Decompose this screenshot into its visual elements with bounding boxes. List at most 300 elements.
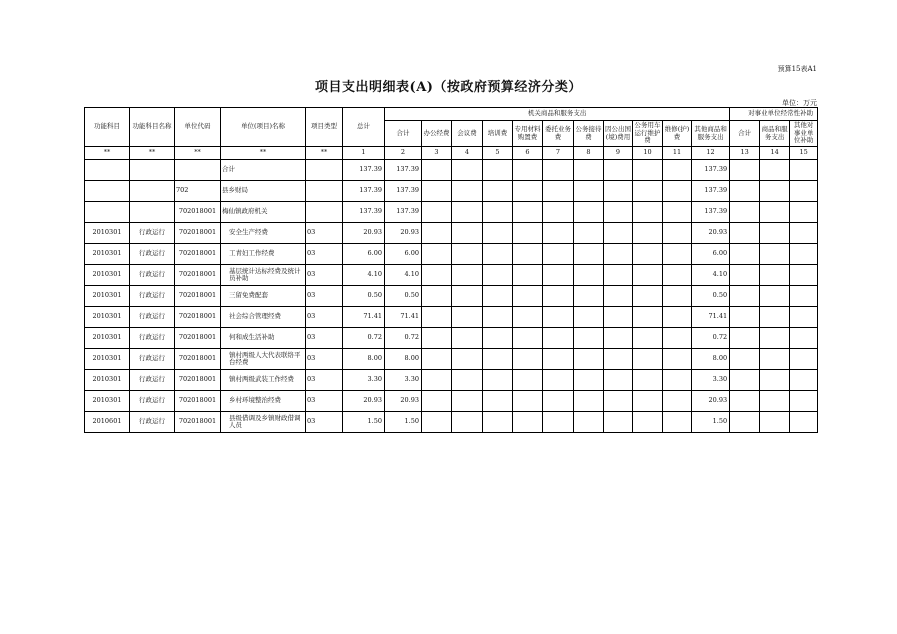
project-type-cell: 03 (306, 244, 343, 265)
unit-name-cell: 基层统计达标经费及统计员补助 (221, 265, 306, 286)
header-col: 委托业务费 (543, 121, 574, 147)
subsidy-cell (730, 328, 760, 349)
func-code-cell: 2010301 (85, 286, 130, 307)
project-type-cell: 03 (306, 391, 343, 412)
index-cell: 8 (574, 147, 604, 160)
project-type-cell: 03 (306, 349, 343, 370)
amount-cell (574, 265, 604, 286)
amount-cell (543, 160, 574, 181)
header-col: 会议费 (452, 121, 483, 147)
unit-code-cell: 702018001 (175, 412, 221, 433)
subsidy-cell (760, 391, 790, 412)
func-code-cell (85, 202, 130, 223)
unit-name-cell: 镇村两级武装工作经费 (221, 370, 306, 391)
index-cell: 4 (452, 147, 483, 160)
unit-name-cell: 合计 (221, 160, 306, 181)
goods-total-cell: 4.10 (385, 265, 422, 286)
goods-total-cell: 137.39 (385, 202, 422, 223)
header-col: 合计 (385, 121, 422, 147)
func-name-cell: 行政运行 (130, 286, 175, 307)
header-group-goods: 机关商品和服务支出 (385, 108, 730, 121)
amount-cell (574, 349, 604, 370)
goods-total-cell: 71.41 (385, 307, 422, 328)
total-cell: 0.72 (343, 328, 385, 349)
total-cell: 8.00 (343, 349, 385, 370)
total-cell: 71.41 (343, 307, 385, 328)
subsidy-cell (730, 244, 760, 265)
header-unit-name: 单位(项目)名称 (221, 108, 306, 147)
unit-code-cell: 702018001 (175, 265, 221, 286)
amount-cell (513, 370, 543, 391)
amount-cell (422, 244, 452, 265)
unit-name-cell: 三留免费配套 (221, 286, 306, 307)
amount-cell (574, 202, 604, 223)
project-type-cell: 03 (306, 223, 343, 244)
unit-name-cell: 县乡财局 (221, 181, 306, 202)
subsidy-cell (790, 307, 818, 328)
subsidy-cell (790, 391, 818, 412)
amount-cell (663, 244, 692, 265)
other-goods-cell: 8.00 (692, 349, 730, 370)
project-type-cell: 03 (306, 328, 343, 349)
other-goods-cell: 6.00 (692, 244, 730, 265)
amount-cell (483, 328, 513, 349)
unit-name-cell: 乡村环境整治经费 (221, 391, 306, 412)
amount-cell (422, 412, 452, 433)
func-name-cell (130, 181, 175, 202)
amount-cell (452, 286, 483, 307)
header-unit-code: 单位代码 (175, 108, 221, 147)
amount-cell (483, 412, 513, 433)
unit-name-cell: 县级借调及乡镇财政借调人员 (221, 412, 306, 433)
func-code-cell: 2010301 (85, 307, 130, 328)
amount-cell (452, 307, 483, 328)
goods-total-cell: 0.50 (385, 286, 422, 307)
subsidy-cell (730, 181, 760, 202)
amount-cell (422, 223, 452, 244)
table-row (85, 328, 818, 349)
amount-cell (513, 391, 543, 412)
amount-cell (422, 307, 452, 328)
table-row (85, 160, 818, 181)
amount-cell (543, 391, 574, 412)
header-total: 总计 (343, 108, 385, 147)
amount-cell (543, 244, 574, 265)
amount-cell (483, 265, 513, 286)
amount-cell (483, 391, 513, 412)
unit-code-cell: 702018001 (175, 286, 221, 307)
amount-cell (604, 349, 633, 370)
index-cell: 10 (633, 147, 663, 160)
amount-cell (574, 286, 604, 307)
amount-cell (483, 286, 513, 307)
index-cell: 15 (790, 147, 818, 160)
subsidy-cell (730, 391, 760, 412)
amount-cell (452, 223, 483, 244)
amount-cell (633, 223, 663, 244)
table-row (85, 202, 818, 223)
subsidy-cell (730, 160, 760, 181)
amount-cell (604, 160, 633, 181)
func-name-cell: 行政运行 (130, 328, 175, 349)
index-cell: ** (306, 147, 343, 160)
subsidy-cell (760, 181, 790, 202)
project-type-cell: 03 (306, 265, 343, 286)
subsidy-cell (790, 265, 818, 286)
subsidy-cell (730, 202, 760, 223)
amount-cell (543, 286, 574, 307)
other-goods-cell: 0.72 (692, 328, 730, 349)
subsidy-cell (760, 202, 790, 223)
project-type-cell: 03 (306, 307, 343, 328)
form-number: 预算15表A1 (777, 65, 817, 73)
goods-total-cell: 6.00 (385, 244, 422, 265)
subsidy-cell (730, 349, 760, 370)
amount-cell (543, 265, 574, 286)
goods-total-cell: 137.39 (385, 181, 422, 202)
func-name-cell: 行政运行 (130, 391, 175, 412)
amount-cell (574, 244, 604, 265)
header-col: 培训费 (483, 121, 513, 147)
amount-cell (483, 223, 513, 244)
amount-cell (604, 328, 633, 349)
subsidy-cell (730, 265, 760, 286)
unit-code-cell: 702018001 (175, 349, 221, 370)
other-goods-cell: 0.50 (692, 286, 730, 307)
amount-cell (543, 181, 574, 202)
total-cell: 0.50 (343, 286, 385, 307)
table-row (85, 349, 818, 370)
amount-cell (543, 223, 574, 244)
subsidy-cell (790, 349, 818, 370)
project-type-cell: 03 (306, 370, 343, 391)
project-type-cell: 03 (306, 286, 343, 307)
other-goods-cell: 1.50 (692, 412, 730, 433)
index-cell: 3 (422, 147, 452, 160)
other-goods-cell: 4.10 (692, 265, 730, 286)
amount-cell (543, 370, 574, 391)
amount-cell (633, 160, 663, 181)
amount-cell (513, 181, 543, 202)
subsidy-cell (790, 328, 818, 349)
amount-cell (422, 286, 452, 307)
total-cell: 137.39 (343, 181, 385, 202)
amount-cell (663, 265, 692, 286)
amount-cell (513, 265, 543, 286)
amount-cell (452, 160, 483, 181)
amount-cell (633, 328, 663, 349)
amount-cell (483, 181, 513, 202)
amount-cell (574, 412, 604, 433)
header-project-type: 项目类型 (306, 108, 343, 147)
index-cell: ** (175, 147, 221, 160)
table-row (85, 286, 818, 307)
amount-cell (574, 370, 604, 391)
amount-cell (452, 265, 483, 286)
func-name-cell (130, 202, 175, 223)
amount-cell (604, 391, 633, 412)
other-goods-cell: 137.39 (692, 160, 730, 181)
other-goods-cell: 71.41 (692, 307, 730, 328)
other-goods-cell: 137.39 (692, 202, 730, 223)
header-func-code: 功能科目 (85, 108, 130, 147)
amount-cell (513, 328, 543, 349)
amount-cell (422, 265, 452, 286)
goods-total-cell: 137.39 (385, 160, 422, 181)
unit-name-cell: 何和成生活补助 (221, 328, 306, 349)
amount-cell (422, 349, 452, 370)
func-code-cell: 2010301 (85, 370, 130, 391)
goods-total-cell: 3.30 (385, 370, 422, 391)
amount-cell (422, 328, 452, 349)
amount-cell (452, 349, 483, 370)
unit-name-cell: 安全生产经费 (221, 223, 306, 244)
header-group-subsidy: 对事业单位经常性补助 (730, 108, 818, 121)
func-name-cell: 行政运行 (130, 307, 175, 328)
func-code-cell: 2010301 (85, 223, 130, 244)
table-row (85, 223, 818, 244)
index-cell: 13 (730, 147, 760, 160)
subsidy-cell (760, 307, 790, 328)
total-cell: 6.00 (343, 244, 385, 265)
amount-cell (604, 286, 633, 307)
amount-cell (663, 412, 692, 433)
amount-cell (513, 307, 543, 328)
unit-code-cell: 702018001 (175, 244, 221, 265)
amount-cell (513, 223, 543, 244)
table-row (85, 244, 818, 265)
func-name-cell: 行政运行 (130, 265, 175, 286)
index-cell: ** (85, 147, 130, 160)
subsidy-cell (790, 202, 818, 223)
total-cell: 137.39 (343, 160, 385, 181)
index-cell: 9 (604, 147, 633, 160)
amount-cell (604, 412, 633, 433)
func-name-cell: 行政运行 (130, 349, 175, 370)
amount-cell (633, 244, 663, 265)
unit-code-cell: 702018001 (175, 370, 221, 391)
amount-cell (543, 328, 574, 349)
amount-cell (513, 286, 543, 307)
func-name-cell (130, 160, 175, 181)
subsidy-cell (760, 223, 790, 244)
table-row (85, 307, 818, 328)
amount-cell (483, 244, 513, 265)
goods-total-cell: 20.93 (385, 391, 422, 412)
amount-cell (663, 307, 692, 328)
amount-cell (574, 160, 604, 181)
amount-cell (633, 286, 663, 307)
amount-cell (574, 307, 604, 328)
func-code-cell: 2010601 (85, 412, 130, 433)
header-col: 办公经费 (422, 121, 452, 147)
header-col: 公务接待费 (574, 121, 604, 147)
amount-cell (513, 349, 543, 370)
unit-code-cell: 702018001 (175, 328, 221, 349)
func-name-cell: 行政运行 (130, 244, 175, 265)
table-row (85, 412, 818, 433)
header-col: 商品和服务支出 (760, 121, 790, 147)
table-row (85, 370, 818, 391)
unit-label: 单位：万元 (782, 99, 817, 107)
amount-cell (633, 349, 663, 370)
amount-cell (633, 307, 663, 328)
amount-cell (604, 370, 633, 391)
header-col: 因公出国(境)费用 (604, 121, 633, 147)
unit-code-cell: 702018001 (175, 391, 221, 412)
subsidy-cell (730, 286, 760, 307)
func-name-cell: 行政运行 (130, 223, 175, 244)
unit-name-cell: 梅仙镇政府机关 (221, 202, 306, 223)
amount-cell (422, 202, 452, 223)
goods-total-cell: 8.00 (385, 349, 422, 370)
amount-cell (513, 244, 543, 265)
amount-cell (483, 307, 513, 328)
amount-cell (663, 202, 692, 223)
header-col: 专用材料购置费 (513, 121, 543, 147)
amount-cell (663, 370, 692, 391)
subsidy-cell (760, 370, 790, 391)
total-cell: 20.93 (343, 223, 385, 244)
amount-cell (483, 370, 513, 391)
project-type-cell: 03 (306, 412, 343, 433)
page-title: 项目支出明细表(A)（按政府预算经济分类） (315, 80, 582, 95)
subsidy-cell (790, 181, 818, 202)
subsidy-cell (760, 160, 790, 181)
amount-cell (543, 307, 574, 328)
subsidy-cell (790, 223, 818, 244)
amount-cell (663, 328, 692, 349)
header-col: 维修(护)费 (663, 121, 692, 147)
amount-cell (422, 160, 452, 181)
unit-code-cell: 702018001 (175, 202, 221, 223)
amount-cell (633, 370, 663, 391)
amount-cell (452, 391, 483, 412)
header-col: 其他对事业单位补助 (790, 121, 818, 147)
project-type-cell (306, 160, 343, 181)
amount-cell (574, 328, 604, 349)
header-col: 合计 (730, 121, 760, 147)
amount-cell (604, 202, 633, 223)
table-row (85, 265, 818, 286)
func-code-cell: 2010301 (85, 244, 130, 265)
subsidy-cell (790, 286, 818, 307)
subsidy-cell (760, 412, 790, 433)
table-row (85, 181, 818, 202)
unit-name-cell: 工青妇工作经费 (221, 244, 306, 265)
amount-cell (483, 349, 513, 370)
amount-cell (574, 223, 604, 244)
header-col: 公务用车运行维护费 (633, 121, 663, 147)
index-cell: 6 (513, 147, 543, 160)
total-cell: 4.10 (343, 265, 385, 286)
amount-cell (663, 223, 692, 244)
amount-cell (604, 181, 633, 202)
amount-cell (543, 202, 574, 223)
amount-cell (452, 202, 483, 223)
index-cell: 11 (663, 147, 692, 160)
amount-cell (422, 181, 452, 202)
subsidy-cell (760, 349, 790, 370)
index-cell: 7 (543, 147, 574, 160)
project-type-cell (306, 181, 343, 202)
index-cell: 1 (343, 147, 385, 160)
func-code-cell (85, 160, 130, 181)
func-code-cell (85, 181, 130, 202)
amount-cell (604, 223, 633, 244)
amount-cell (452, 244, 483, 265)
other-goods-cell: 137.39 (692, 181, 730, 202)
subsidy-cell (760, 328, 790, 349)
goods-total-cell: 20.93 (385, 223, 422, 244)
amount-cell (604, 244, 633, 265)
index-cell: 5 (483, 147, 513, 160)
unit-name-cell: 镇村两级人大代表联络平台经费 (221, 349, 306, 370)
amount-cell (574, 181, 604, 202)
total-cell: 3.30 (343, 370, 385, 391)
unit-code-cell (175, 160, 221, 181)
other-goods-cell: 20.93 (692, 391, 730, 412)
subsidy-cell (790, 412, 818, 433)
amount-cell (633, 181, 663, 202)
amount-cell (663, 349, 692, 370)
amount-cell (633, 202, 663, 223)
amount-cell (452, 181, 483, 202)
unit-code-cell: 702018001 (175, 307, 221, 328)
goods-total-cell: 1.50 (385, 412, 422, 433)
index-row (85, 147, 818, 160)
amount-cell (452, 412, 483, 433)
amount-cell (483, 202, 513, 223)
unit-code-cell: 702 (175, 181, 221, 202)
expenditure-table (84, 107, 818, 433)
func-code-cell: 2010301 (85, 265, 130, 286)
amount-cell (604, 265, 633, 286)
header-func-name: 功能科目名称 (130, 108, 175, 147)
func-name-cell: 行政运行 (130, 412, 175, 433)
unit-code-cell: 702018001 (175, 223, 221, 244)
amount-cell (604, 307, 633, 328)
subsidy-cell (790, 160, 818, 181)
index-cell: 14 (760, 147, 790, 160)
index-cell: 2 (385, 147, 422, 160)
amount-cell (452, 328, 483, 349)
unit-name-cell: 社会综合管理经费 (221, 307, 306, 328)
subsidy-cell (760, 244, 790, 265)
other-goods-cell: 20.93 (692, 223, 730, 244)
func-name-cell: 行政运行 (130, 370, 175, 391)
header-col: 其他商品和服务支出 (692, 121, 730, 147)
subsidy-cell (760, 265, 790, 286)
amount-cell (422, 391, 452, 412)
amount-cell (663, 160, 692, 181)
subsidy-cell (760, 286, 790, 307)
func-code-cell: 2010301 (85, 391, 130, 412)
total-cell: 20.93 (343, 391, 385, 412)
subsidy-cell (790, 370, 818, 391)
amount-cell (663, 181, 692, 202)
project-type-cell (306, 202, 343, 223)
subsidy-cell (730, 370, 760, 391)
amount-cell (663, 391, 692, 412)
amount-cell (543, 412, 574, 433)
total-cell: 1.50 (343, 412, 385, 433)
amount-cell (633, 412, 663, 433)
amount-cell (633, 391, 663, 412)
func-code-cell: 2010301 (85, 349, 130, 370)
table-row (85, 391, 818, 412)
goods-total-cell: 0.72 (385, 328, 422, 349)
